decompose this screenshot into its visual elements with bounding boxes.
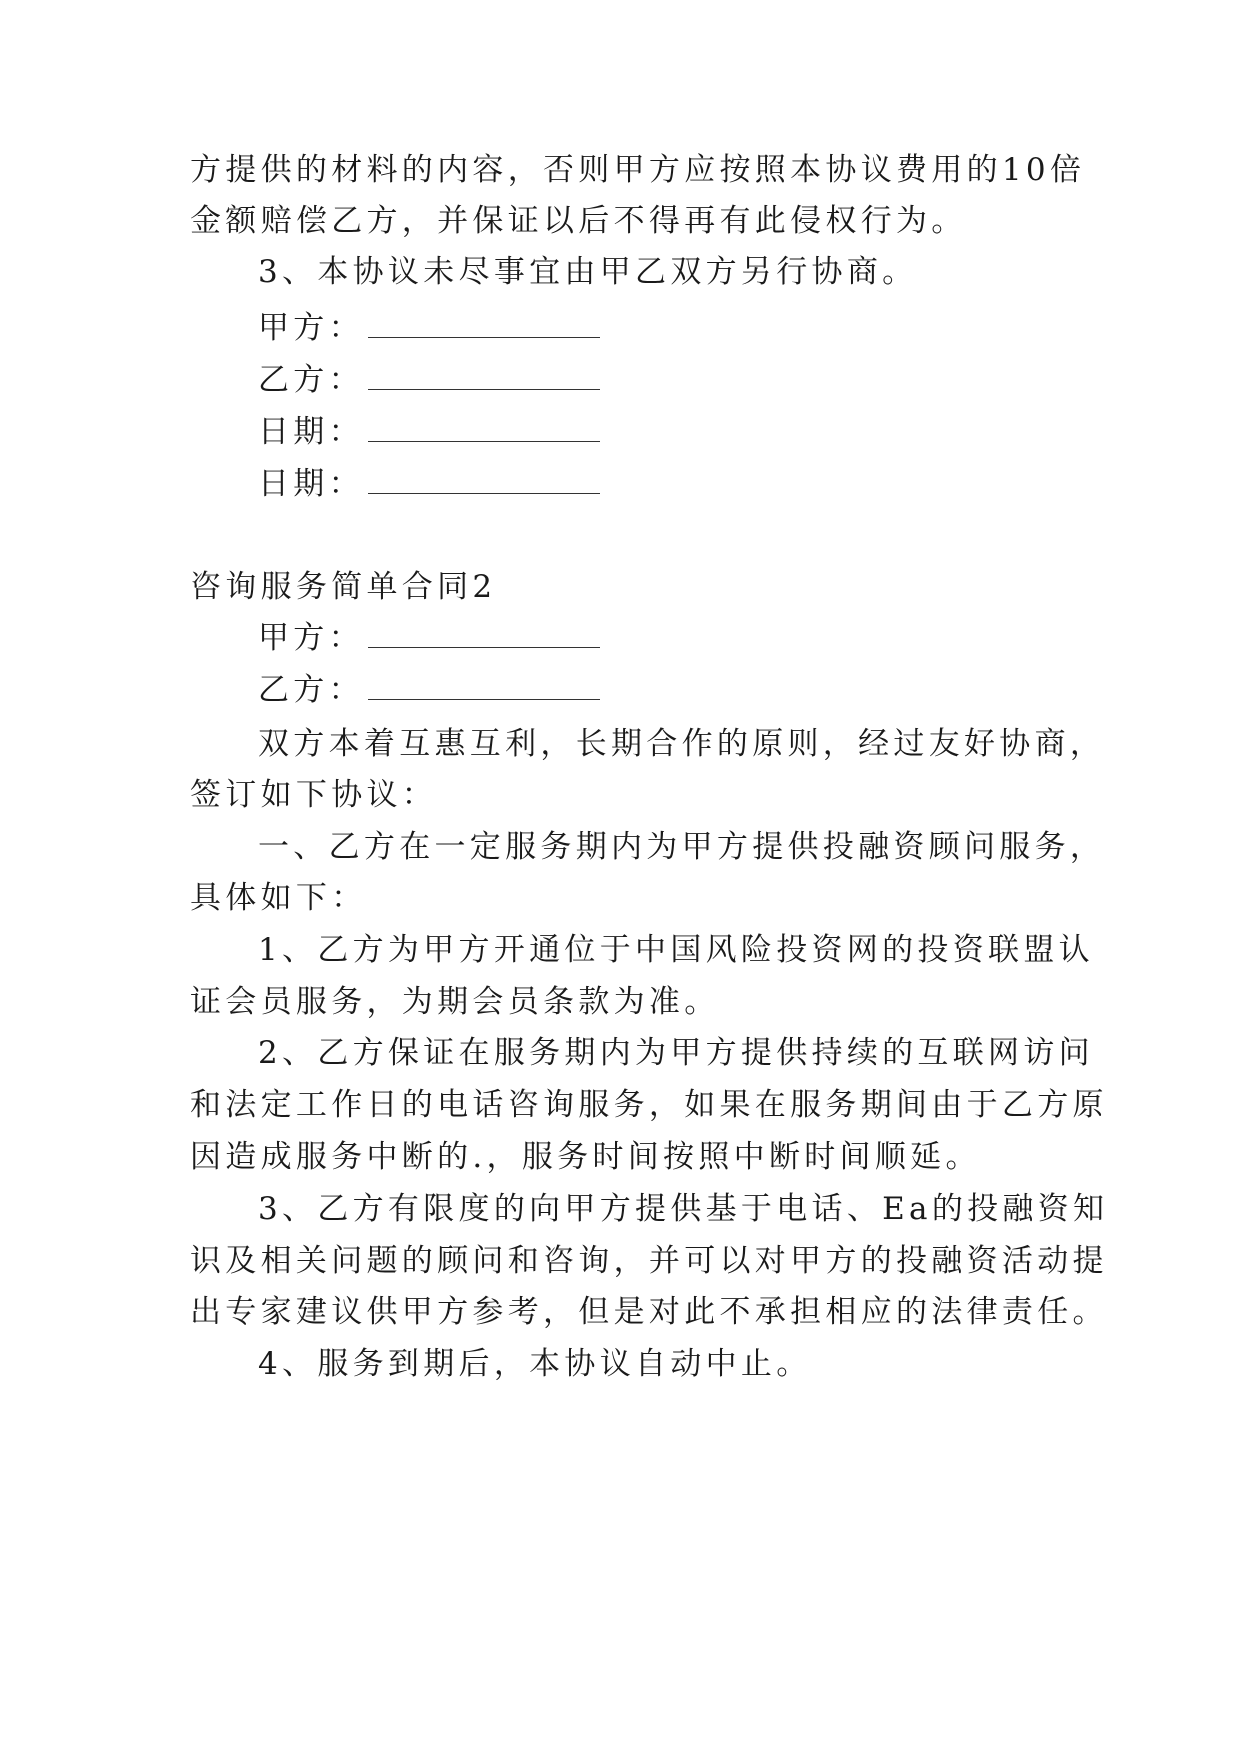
paragraph-line: 具体如下： (190, 880, 367, 916)
paragraph-line: 3、本协议未尽事宜由甲乙双方另行协商。 (258, 254, 918, 290)
field-label: 甲方： (258, 620, 364, 656)
party-field-b (258, 670, 600, 710)
paragraph-line: 证会员服务，为期会员条款为准。 (190, 984, 720, 1020)
signature-blank (368, 311, 600, 338)
paragraph-line: 方提供的材料的内容，否则甲方应按照本协议费用的10倍 (190, 152, 1086, 188)
signature-blank (368, 673, 600, 700)
section-title: 咨询服务简单合同2 (190, 569, 497, 605)
paragraph-line: 一、乙方在一定服务期内为甲方提供投融资顾问服务， (258, 829, 1106, 865)
paragraph-line: 因造成服务中断的.，服务时间按照中断时间顺延。 (190, 1139, 981, 1175)
signature-blank (368, 621, 600, 648)
paragraph-line: 金额赔偿乙方，并保证以后不得再有此侵权行为。 (190, 203, 967, 239)
field-label: 日期： (258, 414, 364, 450)
paragraph-line: 出专家建议供甲方参考，但是对此不承担相应的法律责任。 (190, 1294, 1108, 1330)
signature-field-date (258, 464, 600, 504)
signature-field-party-b (258, 360, 600, 400)
field-label: 乙方： (258, 672, 364, 708)
signature-field-date (258, 412, 600, 452)
paragraph-line: 签订如下协议： (190, 777, 438, 813)
paragraph-line: 4、服务到期后，本协议自动中止。 (258, 1346, 812, 1382)
paragraph-line: 和法定工作日的电话咨询服务，如果在服务期间由于乙方原 (190, 1087, 1108, 1123)
paragraph-line: 2、乙方保证在服务期内为甲方提供持续的互联网访问 (258, 1035, 1094, 1071)
signature-blank (368, 467, 600, 494)
field-label: 日期： (258, 466, 364, 502)
paragraph-line: 双方本着互惠互利，长期合作的原则，经过友好协商， (258, 726, 1106, 762)
party-field-a (258, 618, 600, 658)
field-label: 乙方： (258, 362, 364, 398)
field-label: 甲方： (258, 310, 364, 346)
signature-blank (368, 363, 600, 390)
paragraph-line: 3、乙方有限度的向甲方提供基于电话、Ea的投融资知 (258, 1191, 1109, 1227)
signature-field-party-a (258, 308, 600, 348)
paragraph-line: 识及相关问题的顾问和咨询，并可以对甲方的投融资活动提 (190, 1243, 1108, 1279)
paragraph-line: 1、乙方为甲方开通位于中国风险投资网的投资联盟认 (258, 932, 1094, 968)
signature-blank (368, 415, 600, 442)
